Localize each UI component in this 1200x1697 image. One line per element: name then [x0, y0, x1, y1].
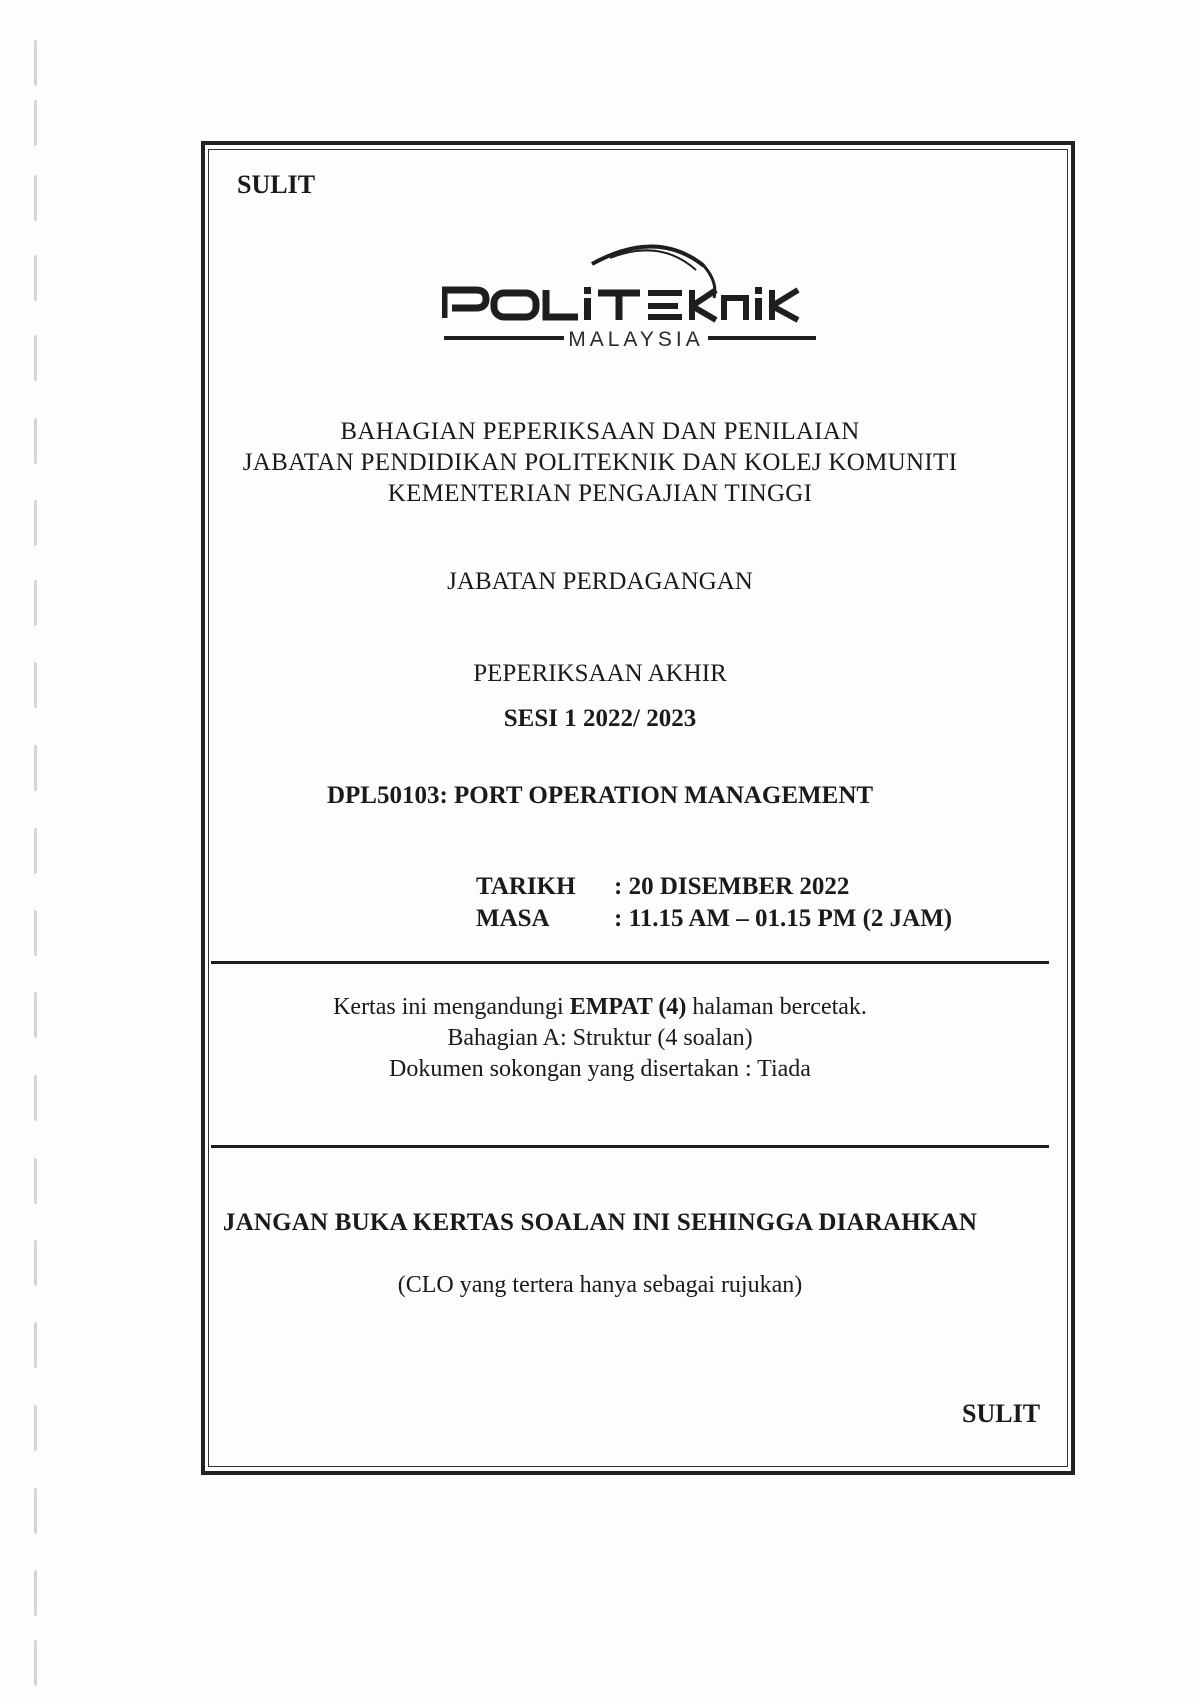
- classification-bottom: SULIT: [962, 1399, 1041, 1428]
- exam-session: SESI 1 2022/ 2023: [503, 705, 697, 732]
- supporting-documents: Dokumen sokongan yang disertakan : Tiada: [389, 1056, 811, 1082]
- classification-top: SULIT: [237, 170, 316, 199]
- page-count-line: Kertas ini mengandungi EMPAT (4) halaman bercetak.: [333, 994, 867, 1020]
- binding-marks: [34, 0, 46, 1697]
- clo-note: (CLO yang tertera hanya sebagai rujukan): [397, 1272, 803, 1298]
- department-name: JABATAN PERDAGANGAN: [447, 568, 753, 595]
- institution-line-3: KEMENTERIAN PENGAJIAN TINGGI: [387, 480, 813, 507]
- institution-line-2: JABATAN PENDIDIKAN POLITEKNIK DAN KOLEJ KOMUNITI: [242, 449, 958, 476]
- time-label: MASA: [476, 905, 550, 932]
- politeknik-malaysia-logo: [442, 236, 830, 366]
- divider-top: [211, 961, 1049, 964]
- divider-bottom: [211, 1145, 1049, 1148]
- exam-title: PEPERIKSAAN AKHIR: [473, 660, 727, 687]
- do-not-open-warning: JANGAN BUKA KERTAS SOALAN INI SEHINGGA DIARAHKAN: [222, 1209, 978, 1236]
- section-info: Bahagian A: Struktur (4 soalan): [447, 1025, 753, 1051]
- time-value: : 11.15 AM – 01.15 PM (2 JAM): [614, 905, 953, 932]
- page-count-bold: EMPAT (4): [569, 994, 687, 1020]
- date-value: : 20 DISEMBER 2022: [614, 873, 850, 900]
- date-label: TARIKH: [476, 873, 576, 900]
- institution-line-1: BAHAGIAN PEPERIKSAAN DAN PENILAIAN: [340, 418, 860, 445]
- logo-subtitle: MALAYSIA: [568, 328, 704, 351]
- course-title: DPL50103: PORT OPERATION MANAGEMENT: [326, 782, 874, 809]
